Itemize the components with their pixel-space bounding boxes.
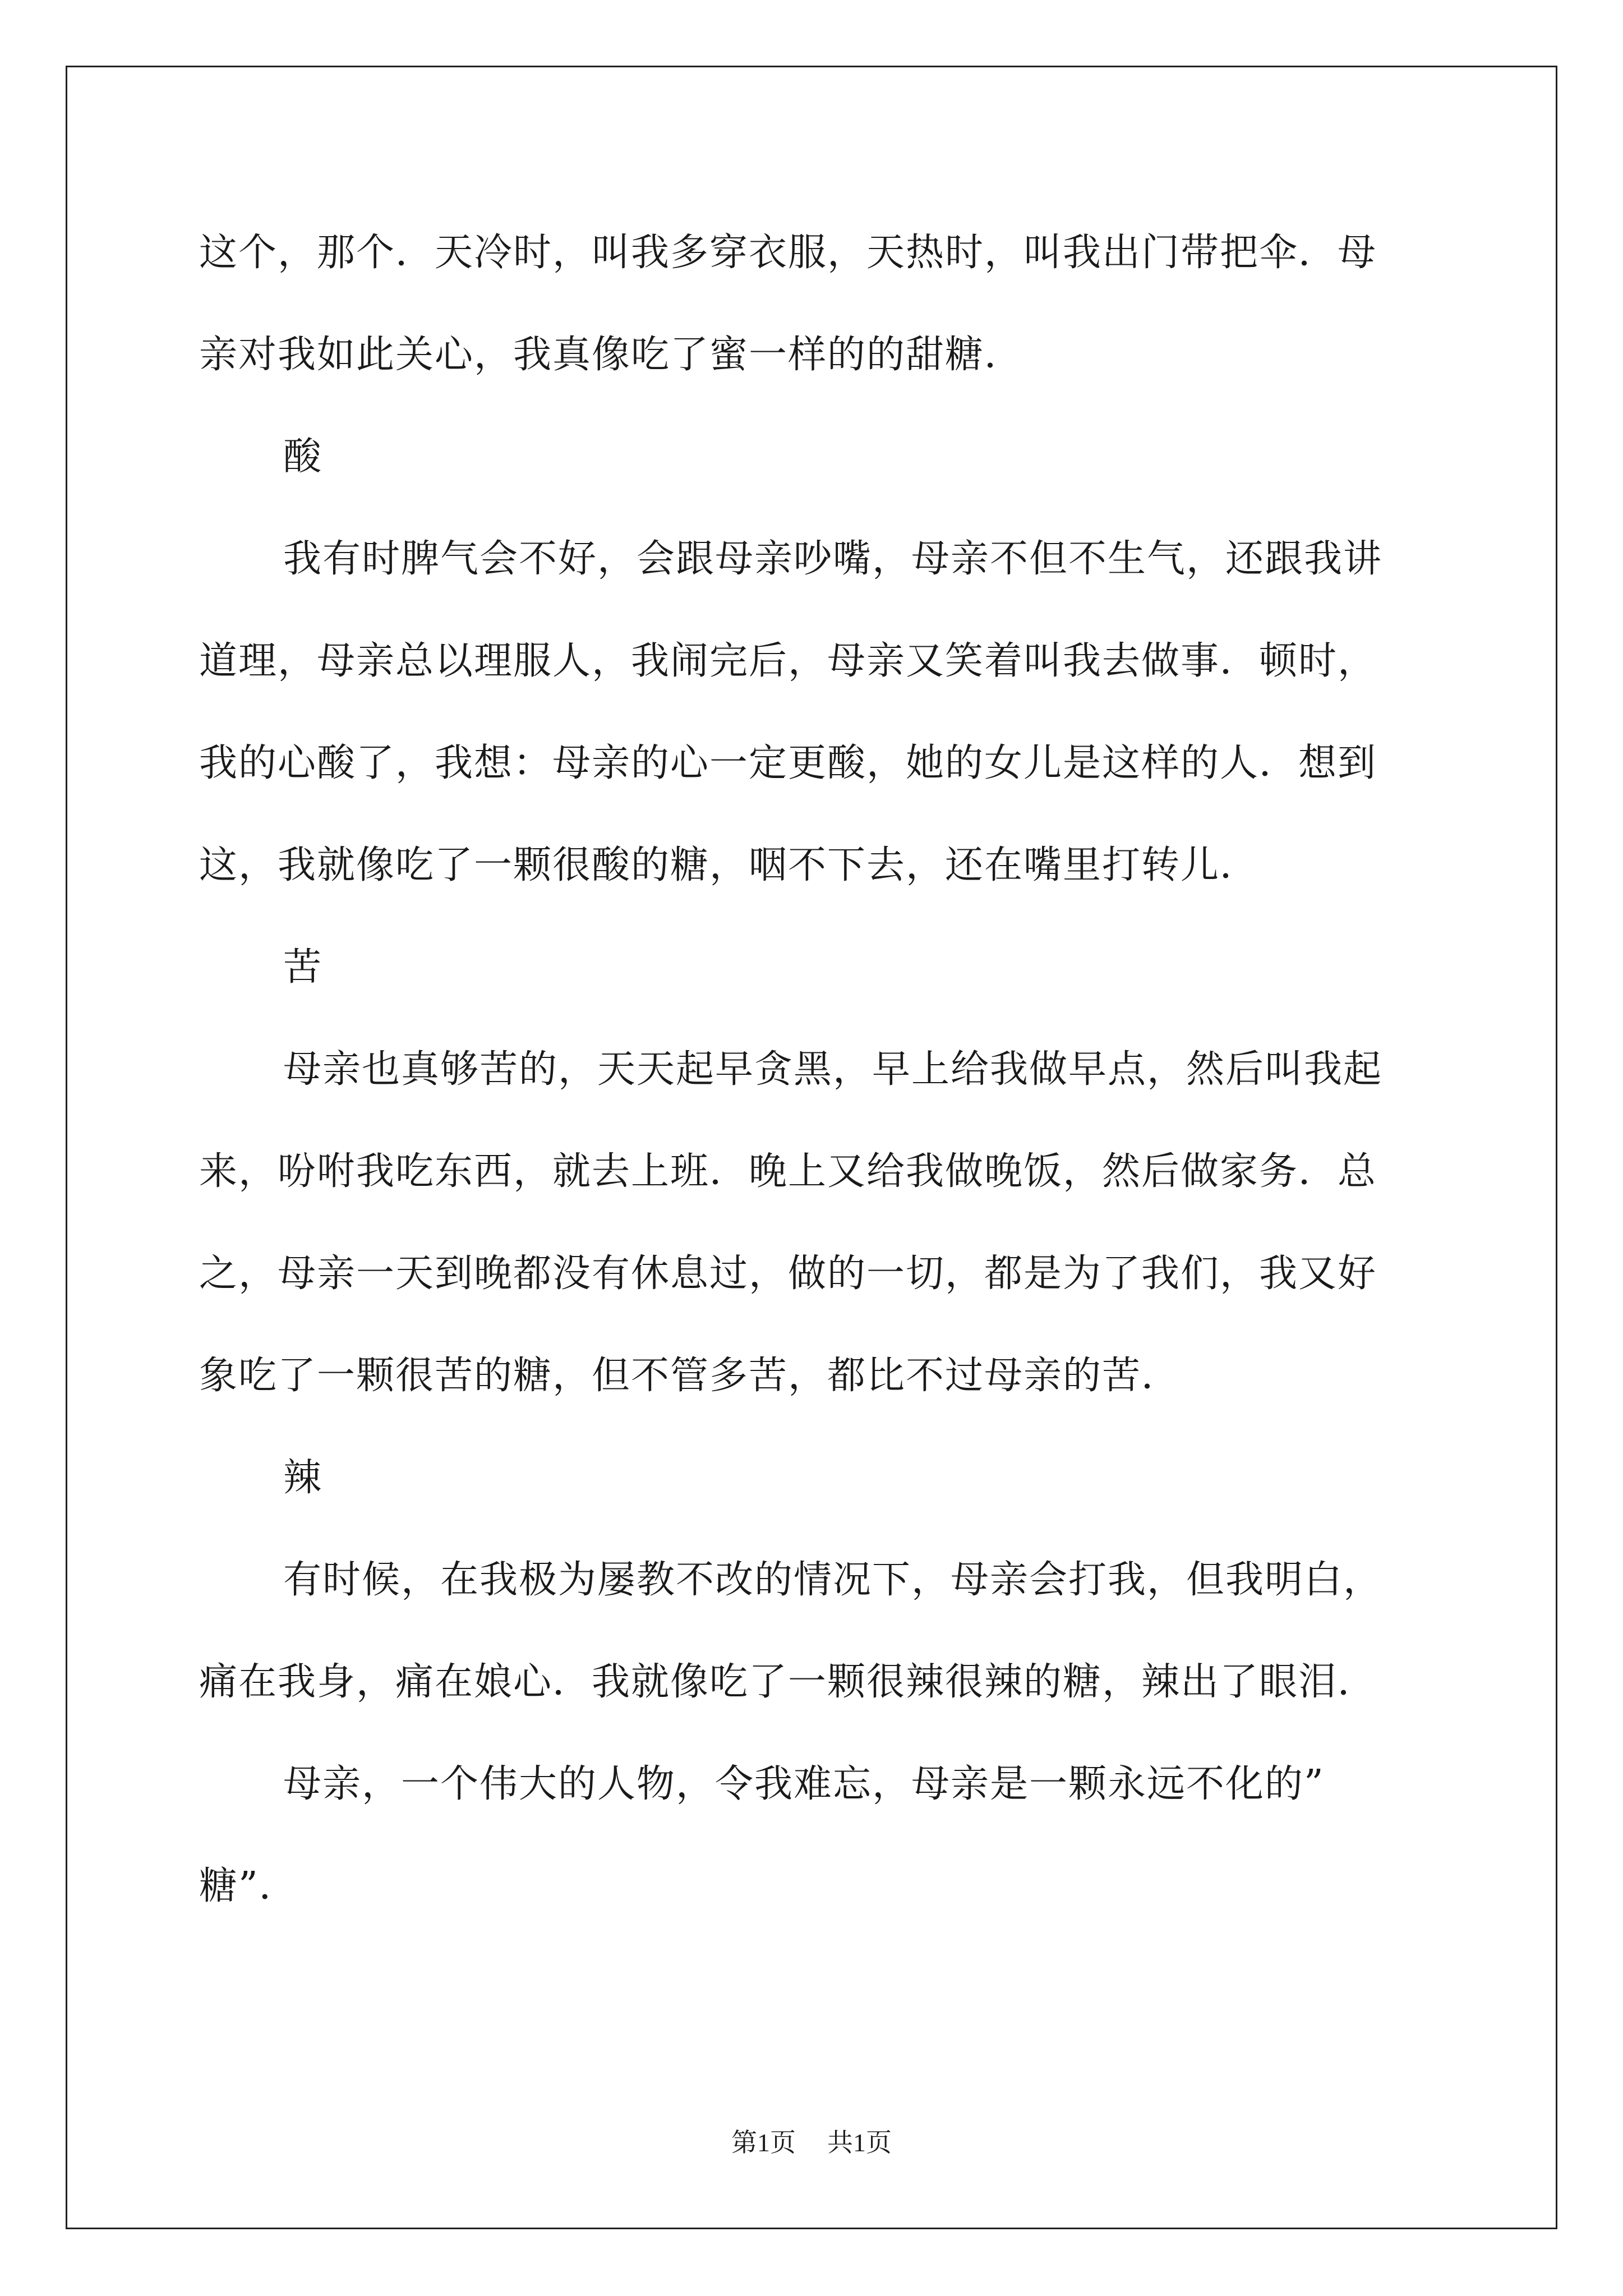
section-heading-spicy: 辣: [283, 1456, 323, 1500]
section-heading-sour: 酸: [283, 435, 323, 479]
text-line: 这，我就像吃了一颗很酸的糖，咽不下去，还在嘴里打转儿．: [199, 843, 1260, 887]
text-line: 象吃了一颗很苦的糖，但不管多苦，都比不过母亲的苦．: [199, 1354, 1181, 1398]
page-footer: [0, 2126, 1623, 2160]
page-number-total: 共1页: [827, 2128, 892, 2157]
text-line: 道理，母亲总以理服人，我闹完后，母亲又笑着叫我去做事．顿时，: [199, 639, 1377, 683]
text-line: 有时候，在我极为屡教不改的情况下，母亲会打我，但我明白，: [283, 1558, 1383, 1602]
text-line: 母亲也真够苦的，天天起早贪黑，早上给我做早点，然后叫我起: [283, 1047, 1383, 1092]
text-line: 我有时脾气会不好，会跟母亲吵嘴，母亲不但不生气，还跟我讲: [283, 537, 1383, 581]
text-line: 我的心酸了，我想：母亲的心一定更酸，她的女儿是这样的人．想到: [199, 741, 1377, 785]
text-line: 之，母亲一天到晚都没有休息过，做的一切，都是为了我们，我又好: [199, 1251, 1377, 1296]
page-number-current: 第1页: [731, 2128, 796, 2157]
text-line: 亲对我如此关心，我真像吃了蜜一样的的甜糖．: [199, 333, 1024, 377]
text-line: 来，吩咐我吃东西，就去上班．晚上又给我做晚饭，然后做家务．总: [199, 1149, 1377, 1194]
text-line: 母亲，一个伟大的人物，令我难忘，母亲是一颗永远不化的”: [283, 1762, 1325, 1806]
text-line: 这个，那个．天冷时，叫我多穿衣服，天热时，叫我出门带把伞．母: [199, 231, 1377, 275]
text-line: 糖”．: [199, 1864, 298, 1908]
section-heading-bitter: 苦: [283, 945, 323, 990]
text-line: 痛在我身，痛在娘心．我就像吃了一颗很辣很辣的糖，辣出了眼泪．: [199, 1660, 1377, 1704]
document-body: [199, 202, 1427, 1938]
